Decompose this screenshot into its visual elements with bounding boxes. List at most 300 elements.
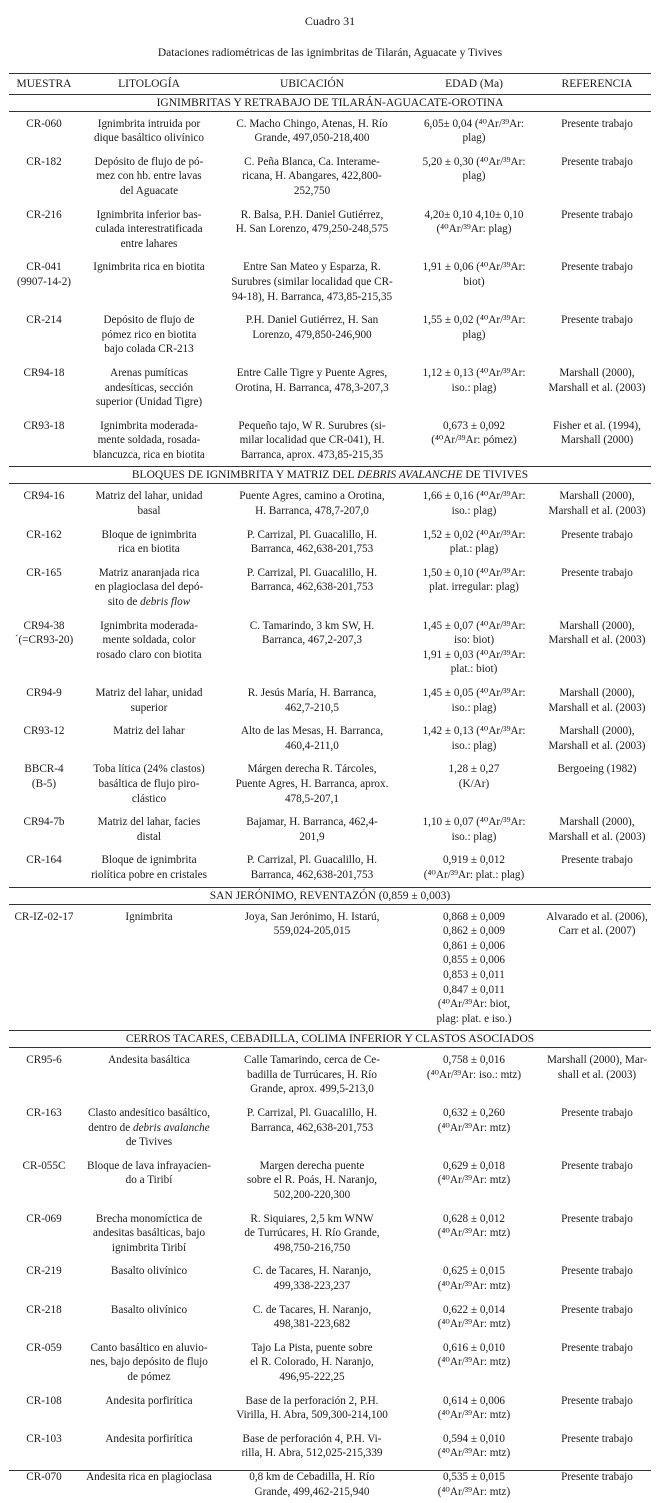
lithology-cell (79, 815, 219, 853)
location-cell (219, 1264, 405, 1302)
age-line: 1,91 ± 0,06 (⁴⁰Ar/³⁹Ar: (422, 261, 526, 274)
reference-line: Marshall (2000), (559, 619, 635, 632)
lithology-line: superior (Unidad Tigre) (95, 396, 203, 409)
age-cell (405, 1432, 543, 1470)
lithology-line: Bloque de lava infrayacien- (87, 1159, 211, 1172)
age-line: (⁴⁰Ar/³⁹Ar: mtz) (437, 1318, 511, 1331)
section-row (9, 94, 651, 111)
location-line: P. Carrizal, Pl. Guacalillo, H. (246, 1107, 378, 1120)
age-cell (405, 686, 543, 724)
reference-line: Bergoeing (1982) (557, 763, 637, 776)
location-line: C. de Tacares, H. Naranjo, (252, 1265, 372, 1278)
section-title (9, 1031, 651, 1048)
lithology-line: dique basáltico olivínico (94, 132, 204, 145)
table-row (9, 528, 651, 566)
table-row (9, 686, 651, 724)
sample-cell (9, 853, 79, 887)
age-cell (405, 528, 543, 566)
reference-cell (543, 313, 651, 366)
lithology-line: Bloque de ignimbrita (101, 528, 197, 541)
reference-cell (543, 1303, 651, 1341)
location-line: 498,381-223,682 (273, 1318, 351, 1331)
lithology-line: rica en biotita (118, 543, 180, 556)
location-line: ricana, H. Abangares, 422,800- (242, 170, 382, 183)
section-title (9, 887, 651, 904)
location-line: 496,95-222,25 (279, 1370, 345, 1383)
age-line: 0,622 ± 0,014 (442, 1303, 506, 1316)
age-line: 0,632 ± 0,260 (442, 1107, 506, 1120)
age-cell (405, 260, 543, 313)
table-row (9, 208, 651, 261)
lithology-line: do a Tiribí (125, 1174, 173, 1187)
lithology-cell (79, 1048, 219, 1106)
lithology-line: Canto basáltico en aluvio- (90, 1341, 208, 1354)
location-line: C. Tamarindo, 3 km SW, H. (249, 619, 375, 632)
location-line: Joya, San Jerónimo, H. Istarú, (244, 910, 380, 923)
sample-cell (9, 619, 79, 686)
location-line: rilla, H. Abra, 512,025-215,339 (241, 1447, 383, 1460)
age-line: (⁴⁰Ar/³⁹Ar: mtz) (437, 1280, 511, 1292)
reference-line: Presente trabajo (561, 1107, 633, 1120)
age-line: 0,673 ± 0,092 (442, 419, 506, 432)
lithology-line: superior (130, 701, 168, 714)
age-line: (⁴⁰Ar/³⁹Ar: mtz) (437, 1356, 511, 1369)
location-line: Virilla, H. Abra, 509,300-214,100 (236, 1409, 388, 1422)
reference-cell (543, 619, 651, 686)
sample-cell (9, 366, 79, 419)
italic-term: debris avalanche (132, 1121, 210, 1134)
age-line: 0,614 ± 0,006 (442, 1394, 506, 1407)
sample-line: CR-041 (26, 261, 62, 274)
location-line: Pequeño tajo, W R. Surubres (si- (238, 419, 386, 432)
reference-line: Presente trabajo (561, 1212, 633, 1225)
header-referencia: REFERENCIA (543, 74, 651, 95)
sample-cell (9, 1432, 79, 1470)
reference-line: Presente trabajo (561, 1265, 633, 1278)
sample-cell (9, 1106, 79, 1159)
location-line: 498,750-216,750 (273, 1241, 351, 1254)
lithology-cell (79, 566, 219, 619)
sample-cell (9, 1303, 79, 1341)
age-line: (⁴⁰Ar/³⁹Ar: plat.: plag) (423, 868, 525, 881)
age-line: 1,52 ± 0,02 (⁴⁰Ar/³⁹Ar: (422, 528, 526, 541)
lithology-cell (79, 208, 219, 261)
lithology-line: entre lahares (120, 237, 178, 250)
location-line: Grande, 499,462-215,940 (254, 1485, 370, 1498)
age-line: 0,758 ± 0,016 (442, 1054, 506, 1067)
location-line: badilla de Turrúcares, H. Río (247, 1068, 377, 1081)
location-cell (219, 1212, 405, 1265)
location-line: Barranca, aprox. 473,85-215,35 (240, 448, 384, 461)
location-line: Grande, 497,050-218,400 (254, 132, 370, 145)
age-line: 0,535 ± 0,015 (442, 1470, 506, 1483)
reference-cell (543, 762, 651, 815)
lithology-cell (79, 1303, 219, 1341)
age-line: iso.: plag) (451, 505, 497, 518)
location-line: Entre San Mateo y Esparza, R. (243, 261, 381, 274)
lithology-cell (79, 419, 219, 467)
location-line: Barranca, 462,638-201,753 (250, 581, 374, 594)
lithology-cell (79, 484, 219, 528)
reference-cell (543, 815, 651, 853)
reference-cell (543, 366, 651, 419)
lithology-line: bajo colada CR-213 (104, 343, 194, 356)
sample-cell (9, 1048, 79, 1106)
location-cell (219, 111, 405, 155)
sample-line: CR-059 (26, 1341, 62, 1354)
lithology-line: culada interestratificada (95, 223, 203, 236)
location-cell (219, 1303, 405, 1341)
age-cell (405, 853, 543, 887)
table-row (9, 724, 651, 762)
location-line: Margen derecha puente (259, 1159, 365, 1172)
reference-cell (543, 1106, 651, 1159)
reference-cell (543, 1432, 651, 1470)
location-line: C. Macho Chingo, Atenas, H. Río (236, 117, 388, 130)
age-line: 1,50 ± 0,10 (⁴⁰Ar/³⁹Ar: (422, 566, 526, 579)
table-row (9, 853, 651, 887)
reference-cell (543, 1264, 651, 1302)
lithology-line: distal (136, 830, 162, 843)
table-caption: Dataciones radiométricas de las ignimbritas de Tilarán, Aguacate y Tivives (157, 47, 503, 59)
reference-line: Presente trabajo (561, 314, 633, 327)
lithology-line: Depósito de flujo de pó- (94, 155, 204, 168)
location-cell (219, 1048, 405, 1106)
lithology-cell (79, 1432, 219, 1470)
reference-line: Marshall (2000), (559, 816, 635, 829)
lithology-line: rosado claro con biotita (96, 648, 202, 661)
age-cell (405, 1264, 543, 1302)
lithology-cell (79, 686, 219, 724)
lithology-line: Ignimbrita (125, 910, 173, 923)
lithology-cell (79, 762, 219, 815)
location-line: Surubres (similar localidad que CR- (231, 275, 393, 288)
sample-line: (9907-14-2) (16, 275, 72, 288)
location-line: H. Barranca, 478,7-207,0 (255, 505, 369, 518)
lithology-cell (79, 1264, 219, 1302)
age-line: plat.: plag) (449, 543, 499, 556)
section-title (9, 467, 651, 484)
lithology-line: Ignimbrita inferior bas- (96, 208, 202, 221)
table-bottom-rule (9, 1470, 651, 1471)
lithology-cell (79, 619, 219, 686)
age-line: (⁴⁰Ar/³⁹Ar: mtz) (437, 1227, 511, 1240)
age-line: 1,42 ± 0,13 (⁴⁰Ar/³⁹Ar: (422, 725, 526, 738)
sample-line: CR94-18 (23, 366, 65, 379)
location-line: P. Carrizal, Pl. Guacalillo, H. (246, 528, 378, 541)
location-cell (219, 566, 405, 619)
lithology-line: de Tivives (125, 1136, 173, 1149)
reference-line: Fisher et al. (1994), (553, 419, 641, 432)
reference-cell (543, 484, 651, 528)
reference-line: Marshall et al. (2003) (548, 381, 646, 394)
location-line: Base de perforación 4, P.H. Vi- (242, 1432, 382, 1445)
lithology-line: Andesita basáltica (108, 1054, 190, 1067)
age-line: (⁴⁰Ar/³⁹Ar: mtz) (437, 1121, 511, 1134)
location-cell (219, 1394, 405, 1432)
reference-line: Alvarado et al. (2006), (546, 910, 648, 923)
age-cell (405, 724, 543, 762)
table-row (9, 1432, 651, 1470)
lithology-cell (79, 1159, 219, 1212)
location-line: 499,338-223,237 (273, 1280, 351, 1292)
age-line: (⁴⁰Ar/³⁹Ar: mtz) (437, 1409, 511, 1422)
reference-line: Presente trabajo (561, 566, 633, 579)
lithology-line: Depósito de flujo de (103, 314, 195, 327)
reference-cell (543, 419, 651, 467)
location-cell (219, 904, 405, 1031)
reference-line: Marshall (2000), (559, 490, 635, 503)
lithology-line: Matriz del lahar, facies (97, 816, 201, 829)
age-line: 1,66 ± 0,16 (⁴⁰Ar/³⁹Ar: (422, 490, 526, 503)
age-line: plag: plat. e iso.) (436, 1012, 512, 1025)
location-line: Barranca, 462,638-201,753 (250, 868, 374, 881)
age-line: (⁴⁰Ar/³⁹Ar: mtz) (437, 1447, 511, 1460)
location-cell (219, 155, 405, 208)
age-line: 1,12 ± 0,13 (⁴⁰Ar/³⁹Ar: (422, 366, 526, 379)
age-cell (405, 1106, 543, 1159)
location-cell (219, 528, 405, 566)
age-line: 0,594 ± 0,010 (442, 1432, 506, 1445)
lithology-line: riolítica pobre en cristales (91, 868, 207, 881)
table-row (9, 619, 651, 686)
header-litologia: LITOLOGÍA (79, 74, 219, 95)
age-line: 1,10 ± 0,07 (⁴⁰Ar/³⁹Ar: (422, 816, 526, 829)
lithology-line: basal (137, 505, 161, 518)
table-row (9, 1106, 651, 1159)
lithology-line: mente soldada, rosada- (97, 434, 201, 447)
reference-line: Marshall et al. (2003) (548, 830, 646, 843)
age-cell (405, 484, 543, 528)
location-line: Márgen derecha R. Tárcoles, (247, 763, 377, 776)
lithology-line: Andesita porfirítica (105, 1432, 193, 1445)
location-line: de Turrúcares, H. Río Grande, (244, 1227, 380, 1240)
location-cell (219, 1159, 405, 1212)
sample-line: CR-162 (26, 528, 62, 541)
reference-line: Marshall et al. (2003) (548, 701, 646, 714)
reference-line: Presente trabajo (561, 528, 633, 541)
header-ubicacion: UBICACIÓN (219, 74, 405, 95)
lithology-line: Bloque de ignimbrita (101, 854, 197, 867)
age-line: iso.: plag) (451, 381, 497, 394)
sample-line: CR-069 (26, 1212, 62, 1225)
lithology-line: clástico (131, 792, 167, 805)
sample-cell (9, 815, 79, 853)
sample-cell (9, 111, 79, 155)
age-line: 4,20± 0,10 4,10± 0,10 (424, 208, 524, 221)
age-cell (405, 155, 543, 208)
reference-line: Presente trabajo (561, 117, 633, 130)
location-cell (219, 484, 405, 528)
lithology-cell (79, 111, 219, 155)
table-row (9, 762, 651, 815)
location-cell (219, 260, 405, 313)
location-cell (219, 686, 405, 724)
age-line: 0,628 ± 0,012 (442, 1212, 506, 1225)
sample-line: CR-IZ-02-17 (14, 910, 74, 923)
location-line: Barranca, 462,638-201,753 (250, 1121, 374, 1134)
location-line: Bajamar, H. Barranca, 462,4- (246, 816, 378, 829)
sample-line: CR95-6 (26, 1054, 62, 1067)
age-line: plag) (462, 132, 486, 145)
section-title-part: BLOQUES DE IGNIMBRITA Y MATRIZ DEL (131, 469, 358, 482)
sample-cell (9, 724, 79, 762)
age-cell (405, 815, 543, 853)
location-line: P. Carrizal, Pl. Guacalillo, H. (246, 566, 378, 579)
lithology-cell (79, 1106, 219, 1159)
age-cell (405, 1048, 543, 1106)
location-line: Puente Agres, H. Barranca, aprox. (235, 777, 389, 790)
age-line: 0,625 ± 0,015 (442, 1265, 506, 1278)
sample-line: CR-219 (26, 1265, 62, 1278)
sample-line: CR94-16 (23, 490, 65, 503)
lithology-cell (79, 528, 219, 566)
age-line: 1,45 ± 0,07 (⁴⁰Ar/³⁹Ar: (422, 619, 526, 632)
location-line: 462,7-210,5 (284, 701, 340, 714)
location-line: C. Peña Blanca, Ca. Interame- (244, 155, 380, 168)
reference-cell (543, 528, 651, 566)
reference-line: Presente trabajo (561, 1470, 633, 1483)
age-cell (405, 111, 543, 155)
lithology-cell (79, 1470, 219, 1503)
sample-line: CR93-12 (23, 725, 65, 738)
age-line: 0,862 ± 0,009 (442, 925, 506, 938)
lithology-line: Arenas pumíticas (110, 366, 188, 379)
sample-cell (9, 1341, 79, 1394)
lithology-line: mez con hb. entre lavas (96, 170, 202, 183)
table-row (9, 1341, 651, 1394)
table-row (9, 566, 651, 619)
age-line: 0,629 ± 0,018 (442, 1159, 506, 1172)
age-line: 5,20 ± 0,30 (⁴⁰Ar/³⁹Ar: (422, 155, 526, 168)
age-line: 1,91 ± 0,03 (⁴⁰Ar/³⁹Ar: (422, 648, 526, 661)
location-line: P.H. Daniel Gutiérrez, H. San (245, 314, 379, 327)
location-cell (219, 313, 405, 366)
reference-cell (543, 853, 651, 887)
age-cell (405, 904, 543, 1031)
lithology-line: Andesita rica en plagioclasa (86, 1470, 212, 1483)
location-cell (219, 419, 405, 467)
lithology-line: Clasto andesítico basáltico, (87, 1107, 211, 1120)
location-cell (219, 1341, 405, 1394)
sample-line: CR-164 (26, 854, 62, 867)
sample-line: CR-163 (26, 1107, 62, 1120)
age-line: (⁴⁰Ar/³⁹Ar: mtz) (437, 1485, 511, 1498)
table-number: Cuadro 31 (304, 14, 356, 28)
location-cell (219, 815, 405, 853)
lithology-line: andesitas basálticas, bajo (92, 1227, 206, 1240)
reference-cell (543, 1212, 651, 1265)
sample-line: CR93-18 (23, 419, 65, 432)
reference-cell (543, 1159, 651, 1212)
section-title-part: DEBRIS AVALANCHE (357, 469, 463, 482)
age-line: 1,45 ± 0,05 (⁴⁰Ar/³⁹Ar: (422, 687, 526, 699)
age-cell (405, 1394, 543, 1432)
location-cell (219, 208, 405, 261)
location-line: milar localidad que CR-041), H. (239, 434, 385, 447)
reference-line: Carr et al. (2007) (558, 925, 636, 938)
age-line: (⁴⁰Ar/³⁹Ar: plag) (436, 223, 512, 236)
sample-cell (9, 419, 79, 467)
location-line: R. Jesús María, H. Barranca, (247, 687, 377, 699)
reference-cell (543, 724, 651, 762)
age-line: 1,55 ± 0,02 (⁴⁰Ar/³⁹Ar: (422, 314, 526, 327)
lithology-line: Matriz anaranjada rica (98, 566, 200, 579)
location-cell (219, 724, 405, 762)
location-line: 201,9 (299, 830, 325, 843)
lithology-line: sito de debris flow (107, 596, 191, 609)
reference-cell (543, 566, 651, 619)
age-line: iso.: plag) (451, 830, 497, 843)
location-line: Alto de las Mesas, H. Barranca, (240, 725, 384, 738)
lithology-line: Ignimbrita rica en biotita (93, 261, 205, 274)
reference-cell (543, 1048, 651, 1106)
reference-cell (543, 155, 651, 208)
table-row (9, 1159, 651, 1212)
lithology-line: andesíticas, sección (104, 381, 194, 394)
reference-line: Presente trabajo (561, 1159, 633, 1172)
age-cell (405, 1212, 543, 1265)
reference-line: Presente trabajo (561, 261, 633, 274)
lithology-line: del Aguacate (119, 184, 179, 197)
sample-line: CR94-7b (23, 816, 65, 829)
age-line: iso.: plag) (451, 739, 497, 752)
lithology-line: Brecha monomíctica de (95, 1212, 203, 1225)
table-row (9, 419, 651, 467)
reference-cell (543, 111, 651, 155)
lithology-cell (79, 853, 219, 887)
reference-line: Presente trabajo (561, 208, 633, 221)
reference-line: Marshall (2000), (559, 687, 635, 699)
table-body (9, 94, 651, 1503)
location-line: 0,8 km de Cebadilla, H. Río (249, 1470, 375, 1483)
location-line: 502,200-220,300 (273, 1189, 351, 1202)
section-title-part: IGNIMBRITAS Y RETRABAJO DE TILARÁN-AGUACATE-OROTINA (156, 96, 504, 109)
lithology-line: mente soldada, color (102, 634, 196, 647)
age-line: plat.: biot) (450, 663, 498, 676)
location-line: H. San Lorenzo, 479,250-248,575 (235, 223, 389, 236)
reference-line: Presente trabajo (561, 1432, 633, 1445)
reference-line: Marshall (2000), (559, 366, 635, 379)
location-line: Grande, aprox. 499,5-213,0 (250, 1083, 374, 1096)
lithology-line: Basalto olivínico (110, 1265, 188, 1278)
lithology-cell (79, 1341, 219, 1394)
reference-line: Marshall et al. (2003) (548, 505, 646, 518)
reference-cell (543, 208, 651, 261)
age-cell (405, 1341, 543, 1394)
lithology-line: dentro de debris avalanche (88, 1121, 210, 1134)
age-line: 0,853 ± 0,011 (443, 968, 505, 981)
reference-line: Marshall et al. (2003) (548, 634, 646, 647)
location-cell (219, 1432, 405, 1470)
sample-cell (9, 1394, 79, 1432)
lithology-cell (79, 724, 219, 762)
age-cell (405, 313, 543, 366)
table-row (9, 313, 651, 366)
age-line: (⁴⁰Ar/³⁹Ar: mtz) (437, 1174, 511, 1187)
header-muestra: MUESTRA (9, 74, 79, 95)
lithology-line: pómez rico en biotita (101, 328, 197, 341)
sample-line: CR-216 (26, 208, 62, 221)
age-line: (K/Ar) (458, 777, 490, 790)
lithology-line: blancuzca, rica en biotita (93, 448, 205, 461)
age-line: 0,855 ± 0,006 (442, 954, 506, 967)
location-line: Puente Agres, camino a Orotina, (239, 490, 385, 503)
age-line: plat. irregular: plag) (429, 581, 519, 594)
reference-cell (543, 1394, 651, 1432)
location-line: Base de la perforación 2, P.H. (245, 1394, 379, 1407)
sample-line: BBCR-4 (24, 763, 64, 776)
